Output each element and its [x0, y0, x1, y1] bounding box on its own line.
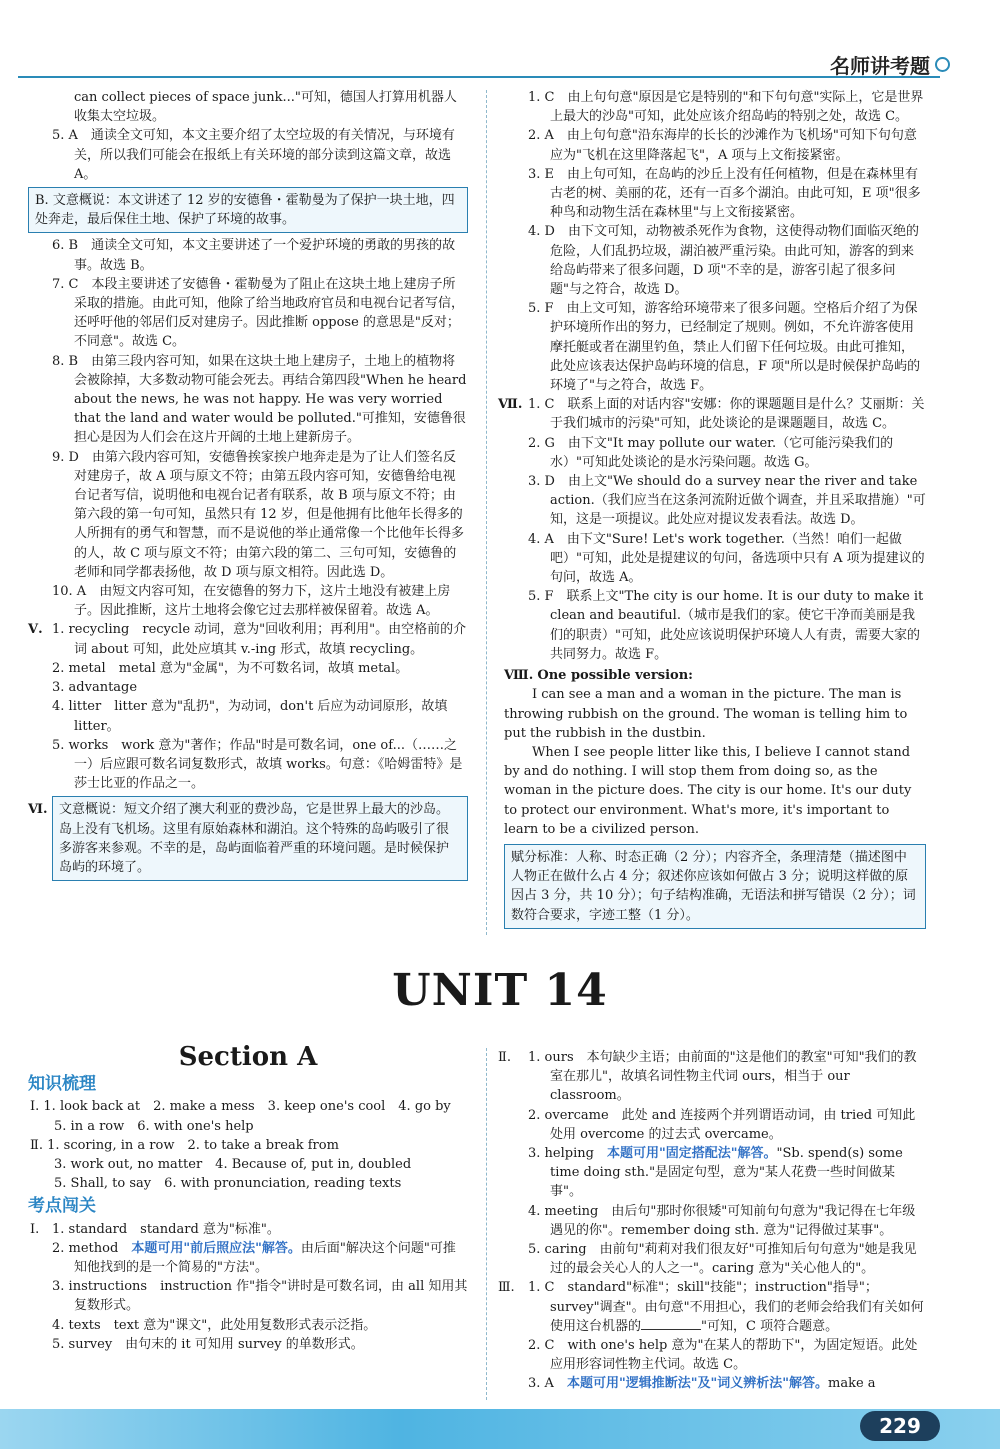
knowledge-text: 5. Shall, to say 6. with pronunciation, reading texts [54, 1176, 402, 1192]
answer-item: 5. F 由上文可知，游客给环境带来了很多问题。空格后介绍了为保护环境所作出的努力，已经制定了规则。例如，不允许游客使用摩托艇或者在湖里钓鱼，禁止人们留下任何垃圾。由此可推知，此处应该表达保护岛屿环境的信息，F 项"所以是时候保护岛屿的环境了"与之符合，故选 F。 [528, 301, 921, 394]
summary-box-vi: 文意概说：短文介绍了澳大利亚的费沙岛，它是世界上最大的沙岛。岛上没有飞机场。这里有原始森林和湖泊。这个特殊的岛屿吸引了很多游客来参观。不幸的是，岛屿面临着严重的环境问题。是时候保护岛屿的环境了。 [52, 796, 468, 881]
answer-rest: 由后面"解决这个问题"可推知他找到的是一个简易的"方法"。 [74, 1240, 456, 1276]
knowledge-line [30, 1155, 468, 1174]
column-divider-bottom [486, 1048, 487, 1400]
answer-item: 5. F 联系上文"The city is our home. It is our duty to make it clean and beautiful.（城市是我们的家。使它干净而美丽是我们的职责）"可知，此处应该说明保护环境人人有责，需要大家的共同努力。故选 F。 [528, 589, 924, 662]
answer-item: 4. texts text 意为"课文"，此处用复数形式表示泛指。 [52, 1317, 377, 1333]
answer-item: 4. meeting 由后句"那时你很矮"可知前句句意为"我记得在七年级遇见的你"。remember doing sth. 意为"记得做过某事"。 [528, 1203, 916, 1238]
method-highlight: 本题可用"固定搭配法"解答。 [606, 1146, 777, 1162]
answer-lead: 1. C standard"标准"；skill"技能"；instruction"指导"；survey"调查"。由句意"不用担心，我们的老师会给我们有关如何使用这台机器的 [528, 1280, 924, 1334]
answer-item [504, 1278, 926, 1336]
section-label: Ⅴ. [28, 622, 43, 638]
essay-heading: One possible version: [537, 668, 693, 684]
answer-item: 1. standard standard 意为"标准"。 [52, 1221, 280, 1237]
section-a-right [498, 1048, 926, 1394]
knowledge-text: 3. work out, no matter 4. Because of, put in, doubled [54, 1157, 412, 1173]
answer-item: 4. litter litter 意为"乱扔"，为动词，don't 后应为动词原形，故填 litter。 [52, 699, 448, 734]
answer-item: 1. recycling recycle 动词，意为"回收利用；再利用"。由空格前的介词 about 可知，此处应填其 v.-ing 形式，故填 recycling。 [52, 622, 467, 657]
knowledge-line [30, 1136, 468, 1155]
method-highlight: 本题可用"前后照应法"解答。 [131, 1240, 301, 1256]
knowledge-label: Ⅰ. 1. [30, 1099, 56, 1115]
knowledge-text: look back at 2. make a mess 3. keep one's cool 4. go by [59, 1099, 451, 1115]
answer-item: 7. C 本段主要讲述了安德鲁・霍勒曼为了阻止在这块土地上建房子所采取的措施。由此可知，他除了给当地政府官员和电视台记者写信，还呼吁他的邻居们反对建房子。因此推断 oppose 的意思是"反对；不同意"。故选 C。 [52, 276, 465, 350]
section-title: Section A [178, 1042, 318, 1072]
header-dot-icon [935, 57, 950, 72]
answer-item: 4. D 由下文可知，动物被杀死作为食物，这使得动物们面临灭绝的危险，人们乱扔垃圾，湖泊被严重污染。由此可知，游客的到来给岛屿带来了很多问题，D 项"不幸的是，游客引起了很多问题"与之符合，故选 D。 [528, 224, 919, 298]
page-number: 229 [860, 1411, 940, 1441]
answer-lead: 3. A [528, 1376, 567, 1392]
essay-paragraph: I can see a man and a woman in the picture. The man is throwing rubbish on the ground. The woman is telling him to put the rubbish in the dustbin. [504, 687, 908, 741]
answer-item: 2. C with one's help 意为"在某人的帮助下"，为固定短语。此处应用形容词性物主代词。故选 C。 [528, 1338, 918, 1373]
knowledge-text: scoring, in a row 2. to take a break from [63, 1137, 339, 1153]
essay-paragraph: When I see people litter like this, I believe I cannot stand by and do nothing. I will stop them from doing so, as the woman in the picture does. The city is our home. It's our duty to protect our environment. What's more, it's important to learn to be a civilized person. [504, 744, 912, 837]
knowledge-line [30, 1117, 468, 1136]
section-label: Ⅶ. [498, 397, 523, 413]
answer-item: 2. overcame 此处 and 连接两个并列谓语动词，由 tried 可知此处用 overcome 的过去式 overcame。 [528, 1107, 916, 1142]
answer-continuation: can collect pieces of space junk..."可知，德国人打算用机器人收集太空垃圾。 [74, 90, 457, 125]
section-a-left [28, 1042, 468, 1354]
unit-title: UNIT 14 [392, 965, 608, 1016]
answer-rest: make a [828, 1376, 876, 1392]
scoring-box: 赋分标准：人称、时态正确（2 分）；内容齐全，条理清楚（描述图中人物正在做什么占 4 分；叙述你应该如何做占 3 分；说明这样做的原因占 3 分，共 10 分）；句子结构准确，无语法和拼写错误（2 分）；词数符合要求，字迹工整（1 分）。 [504, 844, 926, 929]
answer-column-right [498, 88, 926, 932]
answer-item: 2. metal metal 意为"金属"，为不可数名词，故填 metal。 [52, 660, 409, 676]
answer-item: 3. instructions instruction 作"指令"讲时是可数名词，由 all 知用其复数形式。 [52, 1279, 468, 1314]
header-brand: 名师讲考题 [830, 54, 930, 78]
answer-item: 5. A 通读全文可知，本文主要介绍了太空垃圾的有关情况，与环境有关，所以我们可能会在报纸上有关环境的部分读到这篇文章，故选 A。 [52, 128, 455, 182]
answer-item: 5. caring 由前句"莉莉对我们很友好"可推知后句句意为"她是我见过的最会关心人的人之一"。caring 意为"关心他人的"。 [528, 1242, 917, 1277]
answer-item: 3. advantage [52, 680, 138, 696]
answer-item: 5. survey 由句末的 it 可知用 survey 的单数形式。 [52, 1336, 364, 1352]
answer-lead: 2. method [52, 1240, 132, 1256]
answer-item: 6. B 通读全文可知，本文主要讲述了一个爱护环境的勇敢的男孩的故事。故选 B。 [52, 238, 456, 273]
answer-item: 1. C 由上句句意"原因是它是特别的"和下句句意"实际上，它是世界上最大的沙岛"可知，此处应该介绍岛屿的特别之处，故选 C。 [528, 90, 924, 125]
answer-item: 8. B 由第三段内容可知，如果在这块土地上建房子，土地上的植物将会被除掉，大多数动物可能会死去。再结合第四段"When he heard about the news, he was not happy. He was very worried that the land and water would be polluted."可推知，安德鲁很担心是因为人们会在这片开阔的土地上建新房子。 [52, 353, 467, 446]
knowledge-heading: 知识梳理 [28, 1074, 96, 1095]
answer-item: 9. D 由第六段内容可知，安德鲁挨家挨户地奔走是为了让人们签名反对建房子，故 A 项与原文不符；由第五段内容可知，安德鲁给电视台记者写信，说明他和电视台记者有联系，故 B 项与原文不符；由第六段的第一句可知，虽然只有 12 岁，但是他拥有比他年长得多的人所拥有的勇气和智慧，而不是说他的举止通常像一个比他年长得多的人，故 C 项与原文不符；由第六段的第二、三句可知，安德鲁的老师和同学都表扬他，故 D 项与原文相符。因此选 D。 [52, 449, 465, 580]
answer-item [504, 1374, 926, 1393]
section-label: Ⅰ. [30, 1221, 40, 1237]
answer-item: 3. D 由上文"We should do a survey near the river and take action.（我们应当在这条河流附近做个调查，并且采取措施）"可知，这是一项提议。此处应对提议发表看法。故选 D。 [528, 474, 926, 528]
answer-rest: "可知，C 项符合题意。 [701, 1318, 839, 1334]
column-divider-top [486, 90, 487, 935]
summary-box-b: B. 文意概说：本文讲述了 12 岁的安德鲁・霍勒曼为了保护一块土地，四处奔走，最后保住土地、保护了环境的故事。 [28, 187, 468, 233]
answer-item: 10. A 由短文内容可知，在安德鲁的努力下，这片土地没有被建上房子。因此推断，这片土地将会像它过去那样被保留着。故选 A。 [52, 584, 451, 619]
answer-item: 1. ours 本句缺少主语；由前面的"这是他们的教室"可知"我们的教室在那儿"，故填名词性物主代词 ours，相当于 our classroom。 [528, 1050, 917, 1104]
knowledge-label: Ⅱ. 1. [30, 1137, 60, 1153]
answer-item: 3. E 由上句可知，在岛屿的沙丘上没有任何植物，但是在森林里有古老的树、美丽的花，还有一百多个湖泊。由此可知，E 项"很多种鸟和动物生活在森林里"与上文衔接紧密。 [528, 166, 921, 221]
answer-item: 2. A 由上句句意"沿东海岸的长长的沙滩作为飞机场"可知下句句意应为"飞机在这里降落起飞"，A 项与上文衔接紧密。 [528, 128, 917, 163]
answer-item: 4. A 由下文"Sure! Let's work together.（当然！咱们一起做吧）"可知，此处是提建议的句问，备选项中只有 A 项为提建议的句问，故选 A。 [528, 531, 925, 586]
footer-band [0, 1409, 1000, 1449]
answer-item [504, 1144, 926, 1202]
section-label: Ⅷ. [504, 668, 534, 684]
section-label: Ⅲ. [498, 1280, 515, 1296]
header-rule [18, 76, 940, 78]
blank-line [641, 1329, 701, 1330]
answer-lead: 3. helping [528, 1146, 607, 1162]
answer-item: 5. works work 意为"著作；作品"时是可数名词，one of...（……之一）后应跟可数名词复数形式，故填 works。句意：《哈姆雷特》是莎士比亚的作品之一。 [52, 737, 463, 792]
answer-column-left [28, 88, 468, 884]
knowledge-text: 5. in a row 6. with one's help [54, 1118, 254, 1134]
answer-item: 2. G 由下文"It may pollute our water.（它可能污染我们的水）"可知此处谈论的是水污染问题。故选 G。 [528, 435, 894, 470]
section-label: Ⅱ. [498, 1050, 511, 1065]
method-highlight: 本题可用"逻辑推断法"及"词义辨析法"解答。 [566, 1376, 829, 1392]
knowledge-line [30, 1174, 468, 1193]
section-label: Ⅵ. [28, 802, 48, 818]
kaodian-heading: 考点闯关 [28, 1196, 96, 1217]
answer-item: 1. C 联系上面的对话内容"安娜：你的课题题目是什么？艾丽斯：关于我们城市的污染"可知，此处谈论的是课题题目，故选 C。 [528, 397, 925, 432]
answer-item [28, 1239, 468, 1277]
knowledge-line [30, 1097, 468, 1116]
answer-rest: "Sb. spend(s) some time doing sth."是固定句型，意为"某人花费一些时间做某事"。 [550, 1146, 903, 1200]
